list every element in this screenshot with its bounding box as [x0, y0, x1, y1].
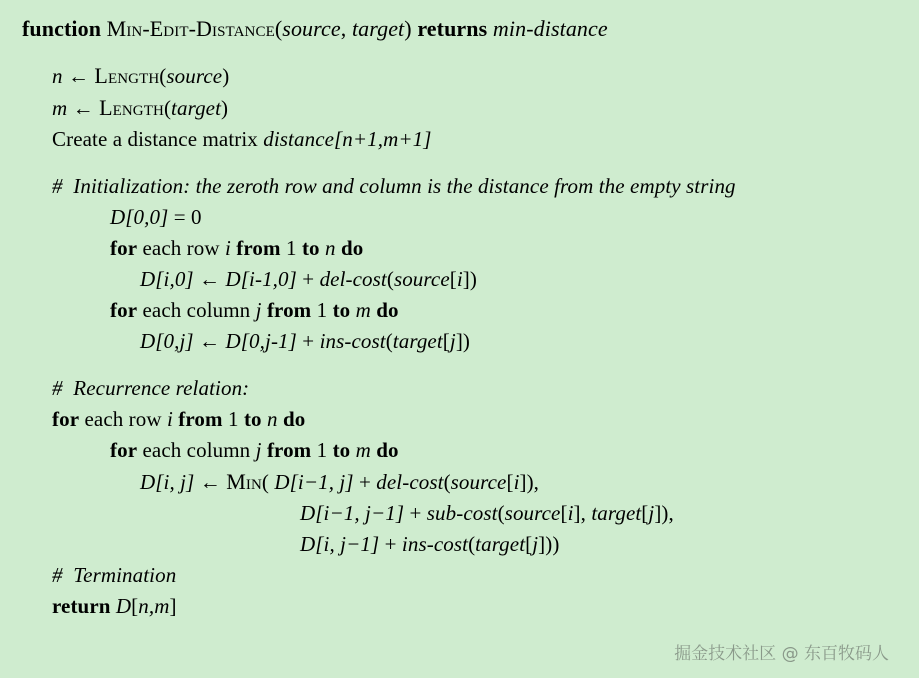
line-for-col-init: for each column j from 1 to m do [110, 298, 399, 322]
watermark: 掘金技术社区 @ 东百牧码人 [674, 644, 889, 664]
line-dij-sub: D[i−1, j−1] + sub-cost(source[i], target[j]), [300, 501, 674, 525]
line-d0j: D[0,j] ← D[0,j-1] + ins-cost(target[j]) [140, 329, 470, 353]
comment-initialization: # Initialization: the zeroth row and column is the distance from the empty string [52, 174, 736, 198]
line-di0: D[i,0] ← D[i-1,0] + del-cost(source[i]) [140, 267, 477, 291]
comment-termination: # Termination [52, 563, 177, 587]
line-create-matrix: Create a distance matrix distance[n+1,m+1] [52, 127, 432, 151]
function-name: Min-Edit-Distance [106, 16, 275, 41]
function-keyword: function [22, 16, 102, 41]
line-return: return D[n,m] [52, 594, 177, 618]
line-dij-min: D[i, j] ← Min( D[i−1, j] + del-cost(source[i]), [140, 469, 540, 494]
param-target: target [351, 16, 405, 41]
line-m-length: m ← Length(target) [52, 95, 229, 120]
close-paren: ) [404, 16, 412, 41]
returns-keyword: returns [417, 16, 488, 41]
line-for-col-rec: for each column j from 1 to m do [110, 438, 399, 462]
param-comma: , [340, 16, 352, 41]
return-value: min-distance [492, 16, 608, 41]
line-for-row-rec: for each row i from 1 to n do [52, 407, 306, 431]
comment-recurrence: # Recurrence relation: [52, 376, 250, 400]
line-for-row-init: for each row i from 1 to n do [110, 236, 364, 260]
function-signature [22, 12, 903, 46]
line-dij-ins: D[i, j−1] + ins-cost(target[j])) [300, 532, 560, 556]
line-n-length: n ← Length(source) [52, 63, 230, 88]
param-source: source [282, 16, 341, 41]
open-paren: ( [274, 16, 283, 41]
line-d00: D[0,0] = 0 [110, 205, 202, 229]
